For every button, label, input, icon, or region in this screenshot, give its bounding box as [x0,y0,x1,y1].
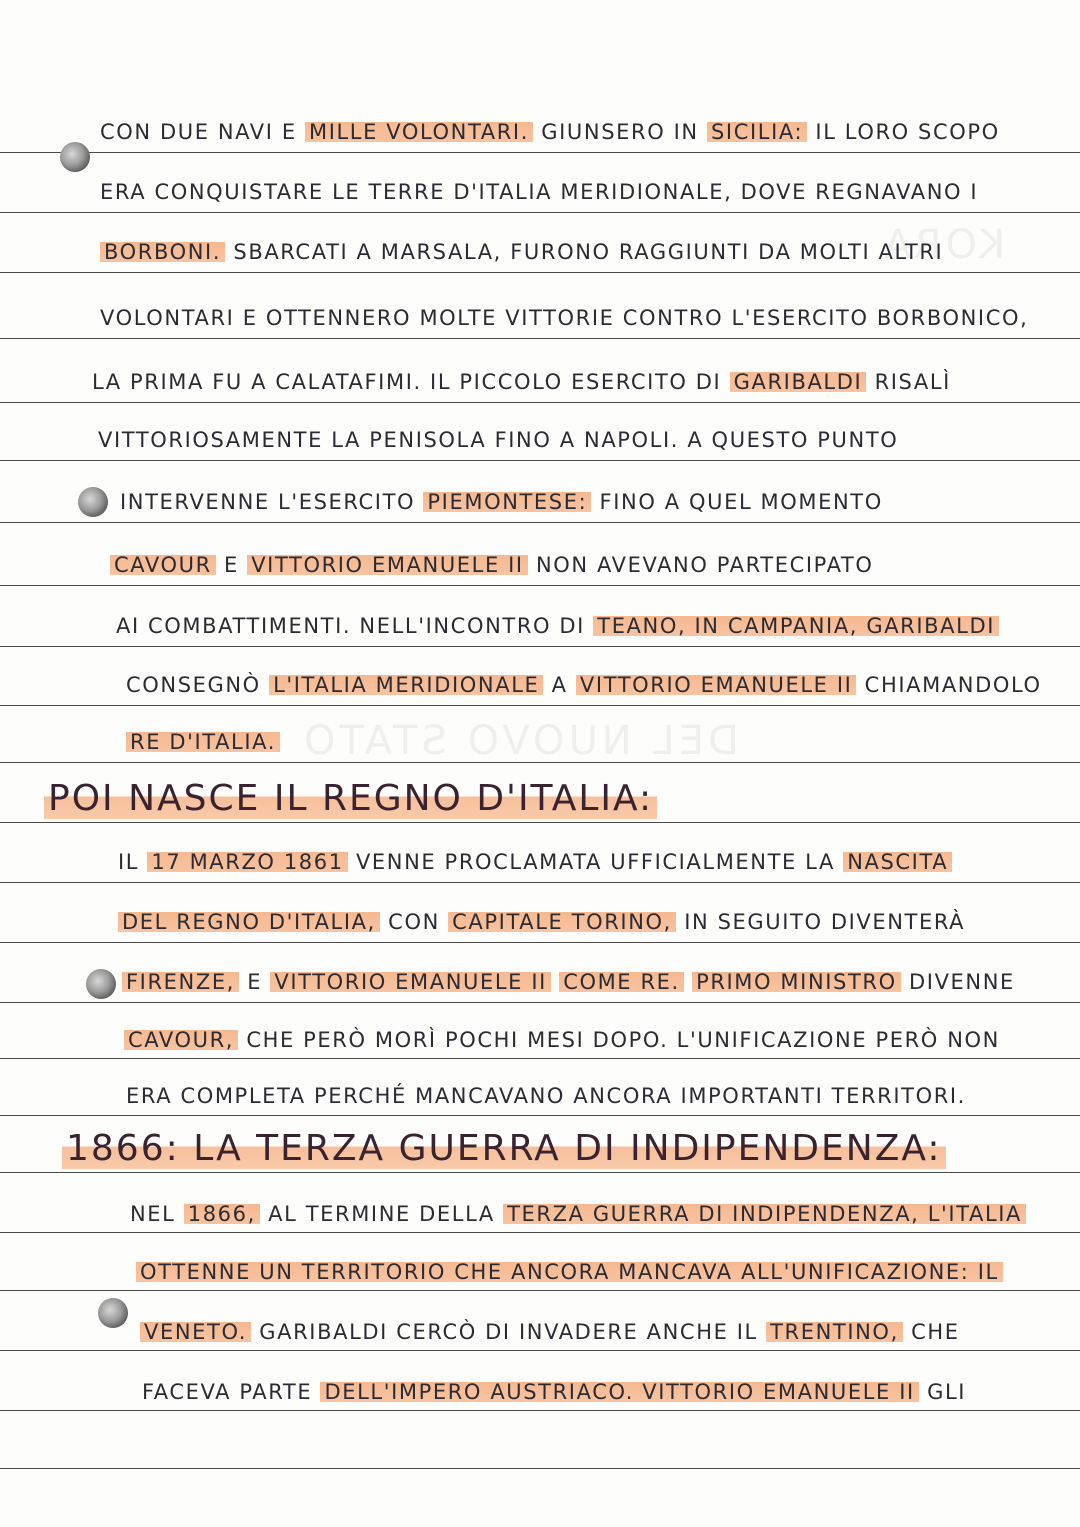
text-line [136,1260,1003,1284]
text-line [100,240,943,264]
highlighted-text: TERZA GUERRA DI INDIPENDENZA, L'ITALIA [503,1202,1026,1226]
section-heading-text: 1866: LA TERZA GUERRA DI INDIPENDENZA: [62,1128,946,1169]
ruled-line [0,1002,1080,1003]
highlighted-text: VITTORIO EMANUELE II [576,673,857,697]
highlighted-text: L'ITALIA MERIDIONALE [269,673,543,697]
note-text: ERA CONQUISTARE LE TERRE D'ITALIA MERIDIONALE, DOVE REGNAVANO I [100,180,979,204]
highlighted-text: PRIMO MINISTRO [692,970,901,994]
highlighted-text: SICILIA: [707,120,807,144]
note-text: VOLONTARI E OTTENNERO MOLTE VITTORIE CONTRO L'ESERCITO BORBONICO, [100,306,1029,330]
text-line [100,306,1028,330]
ruled-line [0,272,1080,273]
text-line [140,1320,960,1344]
punch-hole [98,1298,128,1328]
highlighted-text: OTTENNE UN TERRITORIO CHE ANCORA MANCAVA ALL'UNIFICAZIONE: IL [136,1260,1003,1284]
text-line [116,614,999,638]
text-line [124,1028,1000,1052]
note-text: GIUNSERO IN [532,120,707,144]
note-text: CHIAMANDOLO [856,673,1042,697]
text-line [118,910,965,934]
ruled-line [0,1290,1080,1291]
ruled-line [0,942,1080,943]
note-text: DIVENNE [900,970,1015,994]
ruled-line [0,1350,1080,1351]
ruled-line [0,1468,1080,1469]
ruled-line [0,1172,1080,1173]
highlighted-text: CAVOUR, [124,1028,238,1052]
note-text: IL [118,850,148,874]
note-text [684,970,692,994]
text-line [130,1202,1026,1226]
ruled-line [0,585,1080,586]
ruled-line [0,882,1080,883]
highlighted-text: 1866, [184,1202,260,1226]
highlighted-text: FIRENZE, [122,970,239,994]
note-text: CONSEGNÒ [126,673,270,697]
highlighted-text: DEL REGNO D'ITALIA, [118,910,380,934]
ruled-line [0,402,1080,403]
note-text: E [215,553,248,577]
note-text: GLI [918,1380,967,1404]
highlighted-text: 17 MARZO 1861 [147,850,347,874]
bleed-through-text: KORA [880,222,1006,268]
ruled-line [0,1058,1080,1059]
text-line [100,180,978,204]
note-text: GARIBALDI CERCÒ DI INVADERE ANCHE IL [251,1320,767,1344]
note-text: CHE PERÒ MORÌ POCHI MESI DOPO. L'UNIFICAZIONE PERÒ NON [238,1028,1000,1052]
note-text: CON DUE NAVI E [100,120,305,144]
ruled-line [0,1232,1080,1233]
ruled-line [0,646,1080,647]
text-line [122,970,1015,994]
text-line [126,673,1042,697]
note-text: AI COMBATTIMENTI. NELL'INCONTRO DI [116,614,594,638]
bleed-through-text: DEL NUOVO STATO [300,718,739,764]
note-text: VITTORIOSAMENTE LA PENISOLA FINO A NAPOLI. A QUESTO PUNTO [98,428,899,452]
highlighted-text: VENETO. [140,1320,251,1344]
highlighted-text: TRENTINO, [766,1320,903,1344]
highlighted-text: GARIBALDI [730,370,867,394]
note-text: LA PRIMA FU A CALATAFIMI. IL PICCOLO ESERCITO DI [92,370,730,394]
highlighted-text: COME RE. [559,970,684,994]
note-text: INTERVENNE L'ESERCITO [120,490,424,514]
note-text: IL LORO SCOPO [807,120,1000,144]
section-heading-text: POI NASCE IL REGNO D'ITALIA: [44,778,657,819]
ruled-line [0,705,1080,706]
highlighted-text: CAPITALE TORINO, [448,910,676,934]
note-text: NEL [130,1202,184,1226]
note-text: E [238,970,271,994]
text-line [120,490,883,514]
ruled-line [0,522,1080,523]
text-line [110,553,873,577]
text-line [98,428,898,452]
note-text: CHE [902,1320,960,1344]
highlighted-text: DELL'IMPERO AUSTRIACO. VITTORIO EMANUELE II [320,1380,918,1404]
text-line [126,730,280,754]
ruled-line [0,1410,1080,1411]
note-text: SBARCATI A MARSALA, FURONO RAGGIUNTI DA MOLTI ALTRI [225,240,944,264]
ruled-line [0,212,1080,213]
note-text: CON [379,910,449,934]
highlighted-text: MILLE VOLONTARI. [305,120,533,144]
highlighted-text: TEANO, IN CAMPANIA, GARIBALDI [593,614,999,638]
note-text: AL TERMINE DELLA [259,1202,504,1226]
note-text: ERA COMPLETA PERCHÉ MANCAVANO ANCORA IMPORTANTI TERRITORI. [126,1084,966,1108]
note-text: IN SEGUITO DIVENTERÀ [675,910,966,934]
section-heading [62,1128,946,1169]
section-heading [44,778,657,819]
ruled-line [0,338,1080,339]
note-text [551,970,559,994]
note-text: FACEVA PARTE [142,1380,321,1404]
ruled-line [0,460,1080,461]
punch-hole [60,142,90,172]
ruled-line [0,822,1080,823]
ruled-line [0,152,1080,153]
note-text: RISALÌ [866,370,951,394]
punch-hole [78,487,108,517]
highlighted-text: RE D'ITALIA. [126,730,280,754]
punch-hole [86,969,116,999]
text-line [126,1084,966,1108]
highlighted-text: NASCITA [843,850,952,874]
highlighted-text: CAVOUR [110,553,216,577]
text-line [92,370,951,394]
highlighted-text: VITTORIO EMANUELE II [270,970,551,994]
highlighted-text: BORBONI. [100,240,225,264]
highlighted-text: PIEMONTESE: [423,490,591,514]
text-line [100,120,1000,144]
text-line [142,1380,966,1404]
ruled-line [0,1115,1080,1116]
highlighted-text: VITTORIO EMANUELE II [247,553,528,577]
note-text: A [543,673,576,697]
note-text: VENNE PROCLAMATA UFFICIALMENTE LA [347,850,844,874]
note-text: NON AVEVANO PARTECIPATO [527,553,874,577]
note-text: FINO A QUEL MOMENTO [591,490,883,514]
text-line [118,850,952,874]
